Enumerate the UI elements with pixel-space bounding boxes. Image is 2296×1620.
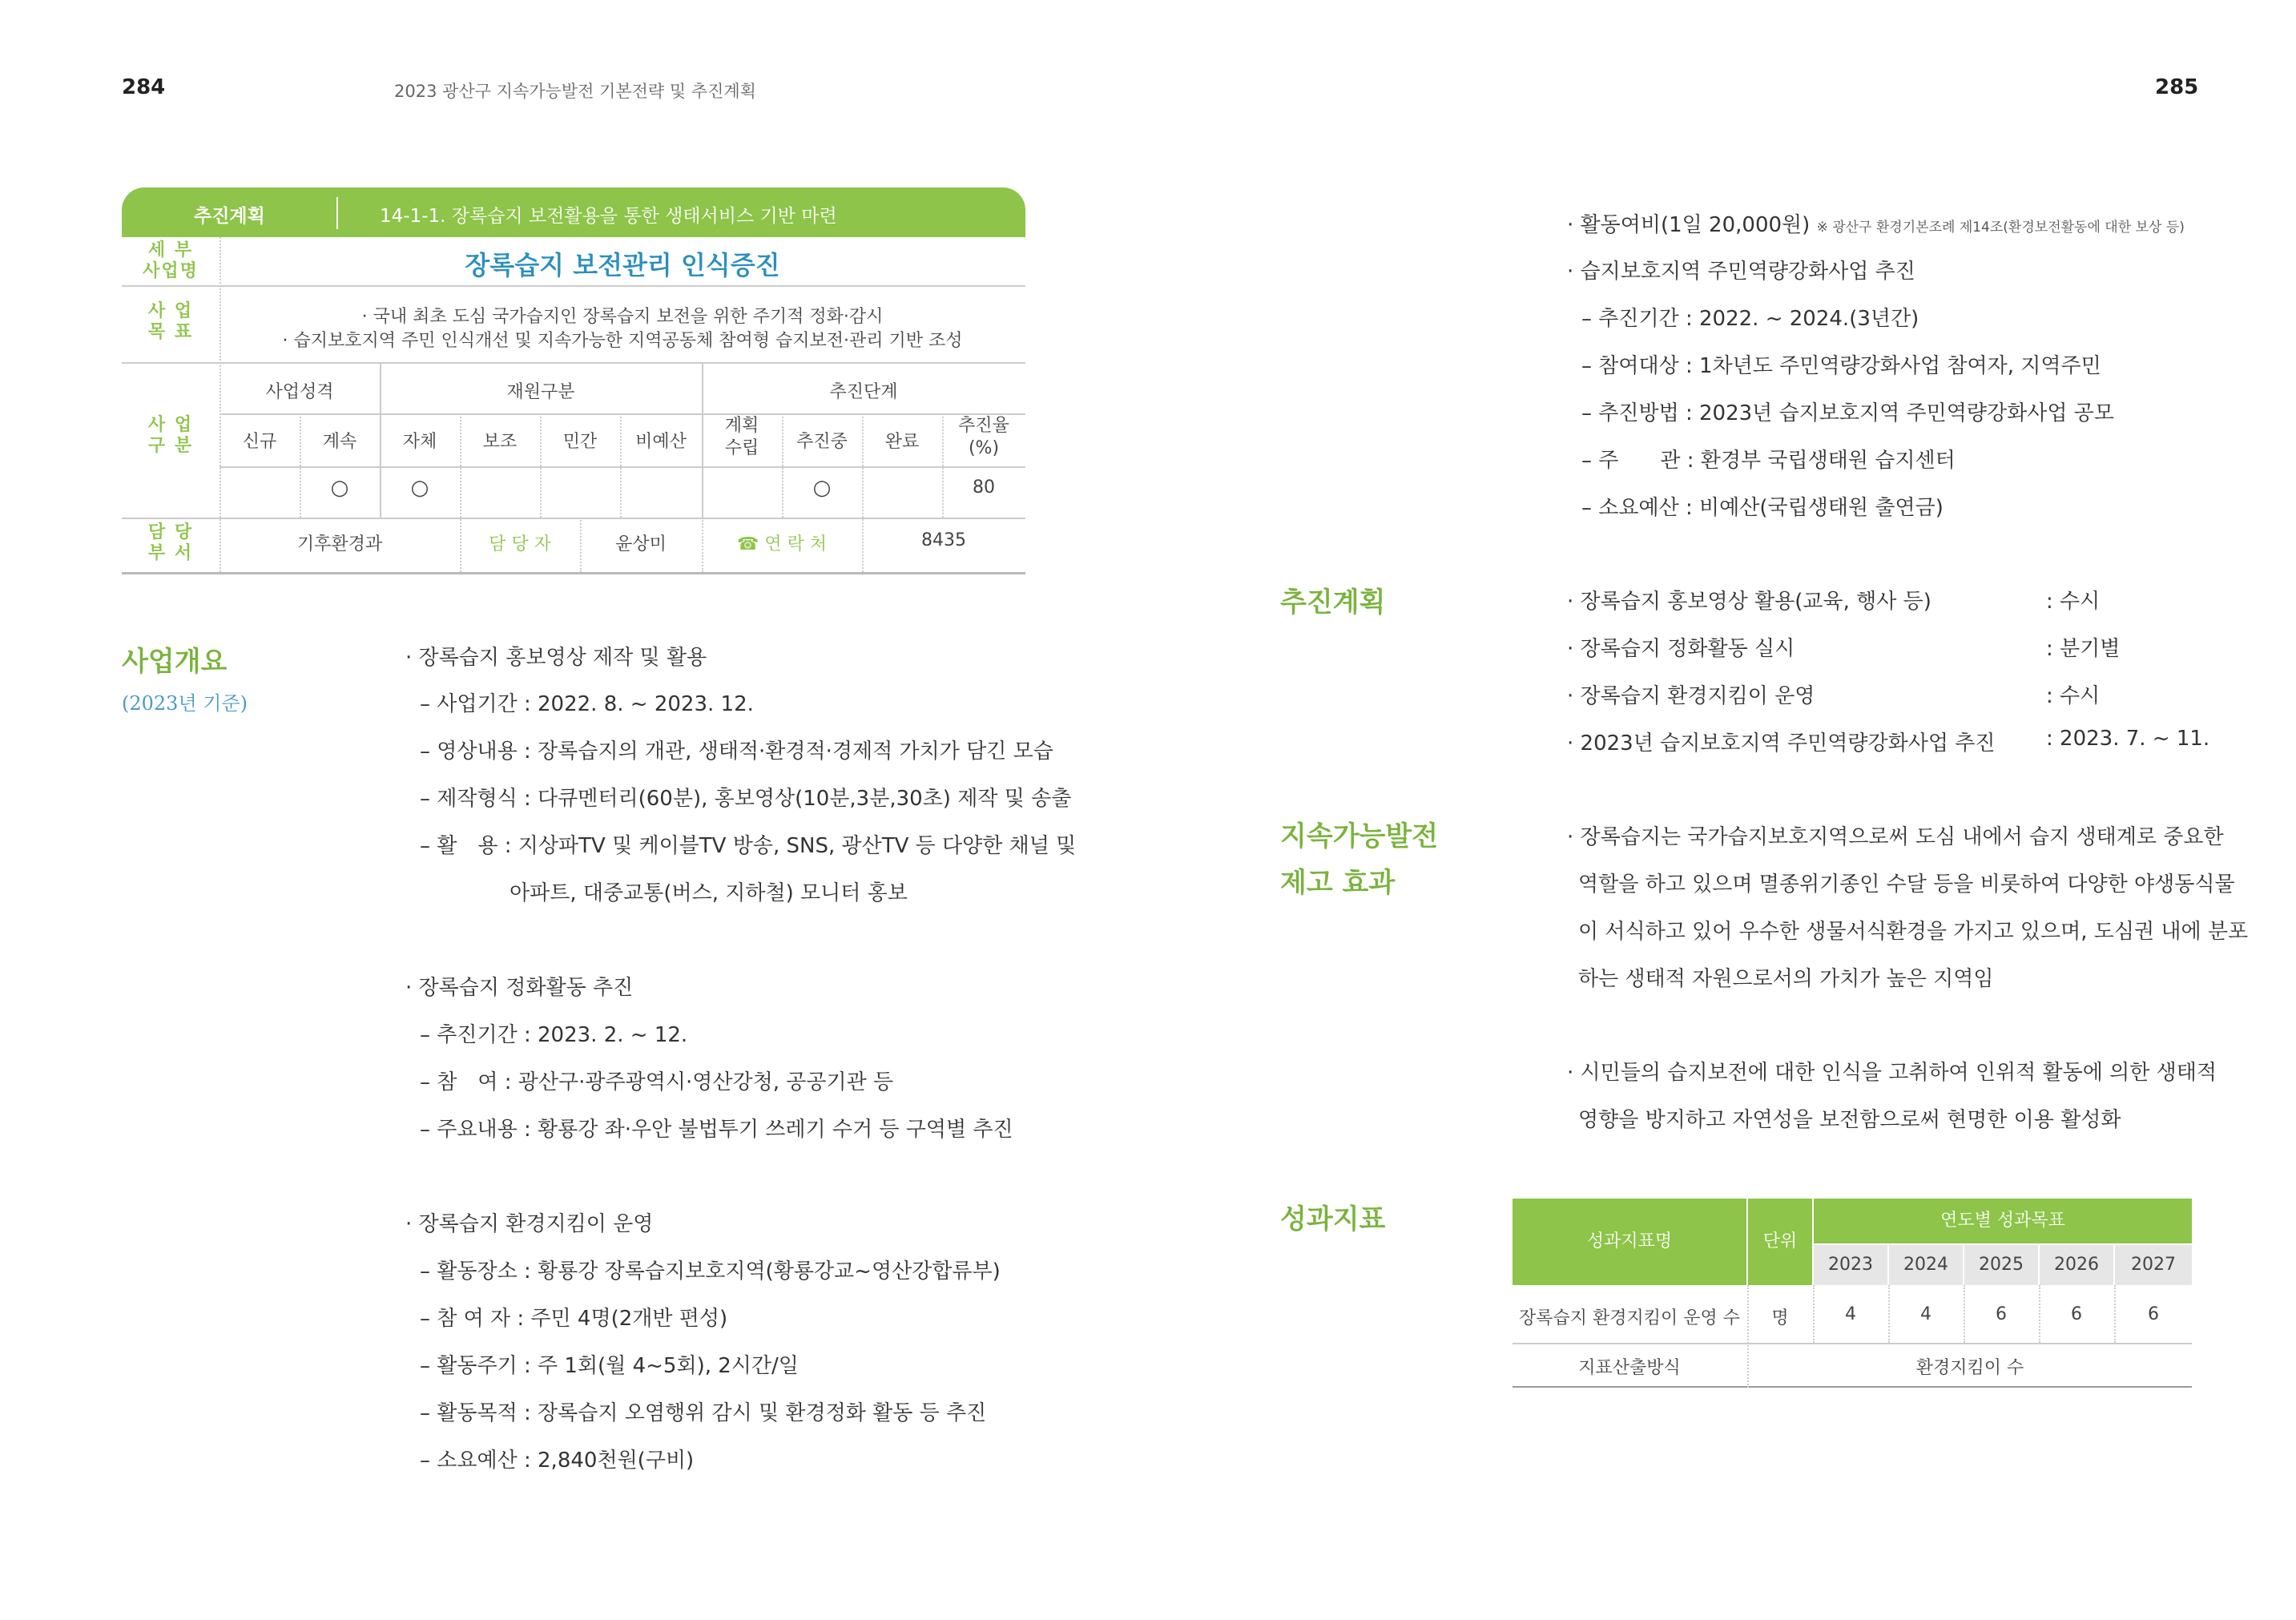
effect-line: 이 서식하고 있어 우수한 생물서식환경을 가지고 있으며, 도심권 내에 분포: [1578, 920, 2249, 944]
detail-label-line2: 사업명: [143, 261, 199, 281]
plan-value: 14-1-1. 장록습지 보전활용을 통한 생태서비스 기반 마련: [380, 206, 837, 227]
kpi-row-value: 6: [2148, 1304, 2159, 1324]
effect-title-line2: 제고 효과: [1280, 867, 1396, 899]
category-label: [122, 415, 220, 457]
kpi-year: 2026: [2040, 1245, 2113, 1285]
plan-item-when: : 분기별: [2046, 637, 2121, 661]
plan-title: 추진계획: [1280, 586, 1386, 619]
col-in-progress: 추진중: [796, 432, 848, 452]
col-private: 민간: [562, 432, 598, 452]
kpi-row-value: 6: [1996, 1304, 2007, 1324]
person-label: 담 당 자: [489, 534, 551, 554]
kpi-row-value: 4: [1920, 1304, 1931, 1324]
dept-value: 기후환경과: [296, 534, 383, 554]
table-bottom: [122, 572, 1025, 574]
goal-line-2: · 습지보호지역 주민 인식개선 및 지속가능한 지역공동체 참여형 습지보전·관리 기반 조성: [282, 331, 963, 351]
effect-line: 하는 생태적 자원으로서의 가치가 높은 지역임: [1578, 967, 1994, 991]
group-header-nature: 사업성격: [265, 382, 334, 402]
overview-line: – 활동주기 : 주 1회(월 4~5회), 2시간/일: [420, 1354, 799, 1378]
right-line: – 추진기간 : 2022. ~ 2024.(3년간): [1581, 307, 1919, 331]
col-divider: [862, 413, 864, 572]
col-subsidy: 보조: [482, 432, 518, 452]
header-divider: [220, 466, 1025, 468]
col-divider: [702, 518, 703, 572]
overview-line: – 소요예산 : 2,840천원(구비): [420, 1449, 695, 1473]
effect-line: 역할을 하고 있으며 멸종위기종인 수달 등을 비롯하여 다양한 야생동식물: [1578, 872, 2235, 897]
mark-in-progress: ○: [812, 476, 832, 500]
kpi-row-value: 4: [1845, 1304, 1856, 1324]
kpi-year: 2024: [1889, 1245, 1963, 1285]
overview-subtitle: (2023년 기준): [122, 692, 248, 715]
kpi-method-label: 지표산출방식: [1578, 1358, 1681, 1378]
kpi-col-divider: [1964, 1285, 1965, 1343]
kpi-year: 2027: [2115, 1245, 2192, 1285]
group-divider-v: [380, 362, 381, 518]
col-divider: [540, 413, 542, 518]
plan-item: · 장록습지 홍보영상 활용(교육, 행사 등): [1567, 590, 1931, 614]
col-planning-line2: 수립: [724, 438, 759, 458]
kpi-table: [1513, 1199, 2192, 1388]
overview-line: – 추진기간 : 2023. 2. ~ 12.: [420, 1023, 688, 1047]
label-column-divider: [220, 237, 221, 572]
right-line: – 추진방법 : 2023년 습지보호지역 주민역량강화사업 공모: [1581, 401, 2114, 425]
col-divider: [460, 413, 461, 572]
right-line: · 습지보호지역 주민역량강화사업 추진: [1567, 260, 1915, 284]
mark-self: ○: [410, 476, 429, 500]
kpi-col-unit: 단위: [1748, 1199, 1812, 1285]
overview-line: – 활동장소 : 황룡강 장록습지보호지역(황룡강교~영산강합류부): [420, 1259, 1001, 1284]
col-complete: 완료: [884, 432, 920, 452]
col-nonbudget: 비예산: [635, 432, 687, 452]
kpi-year: 2025: [1964, 1245, 2038, 1285]
dept-label-line2: 부 서: [147, 543, 194, 563]
goal-label-line2: 목 표: [147, 322, 194, 342]
overview-line: – 주요내용 : 황룡강 좌·우안 불법투기 쓰레기 수거 등 구역별 추진: [420, 1118, 1013, 1142]
detail-label: [122, 240, 220, 282]
page-number-left: 284: [122, 75, 166, 99]
col-divider: [942, 413, 944, 518]
col-self: 자체: [402, 432, 437, 452]
col-continue: 계속: [322, 432, 357, 452]
plan-item: · 장록습지 정화활동 실시: [1567, 637, 1795, 661]
plan-item-when: : 수시: [2046, 684, 2101, 708]
col-rate: [942, 415, 1025, 460]
group-header-stage: 추진단계: [829, 382, 898, 402]
kpi-bottom: [1513, 1386, 2192, 1388]
overview-line: – 제작형식 : 다큐멘터리(60분), 홍보영상(10분,3분,30초) 제작 및 송출: [420, 787, 1072, 811]
col-planning-line1: 계획: [724, 416, 759, 436]
detail-value: 장록습지 보전관리 인식증진: [465, 250, 780, 280]
dept-label: [122, 522, 220, 564]
group-header-funding: 재원구분: [506, 382, 575, 402]
page-number-right: 285: [2155, 75, 2199, 99]
overview-line: – 영상내용 : 장록습지의 개관, 생태적·환경적·경제적 가치가 담긴 모습: [420, 739, 1053, 764]
dept-label-line1: 담 당: [147, 522, 194, 542]
plan-header-divider: [336, 197, 338, 229]
kpi-method-value: 환경지킴이 수: [1915, 1358, 2024, 1378]
kpi-col-divider: [2114, 1285, 2116, 1343]
right-line-0: [1567, 208, 2185, 238]
kpi-year: 2023: [1814, 1245, 1887, 1285]
plan-item-when: : 2023. 7. ~ 11.: [2046, 727, 2210, 751]
right-line: – 소요예산 : 비예산(국립생태원 출연금): [1581, 496, 1944, 520]
effect-title-line1: 지속가능발전: [1280, 820, 1439, 852]
plan-item-when: : 수시: [2046, 590, 2101, 614]
overview-line: – 사업기간 : 2022. 8. ~ 2023. 12.: [420, 692, 754, 716]
kpi-col-divider: [2039, 1285, 2040, 1343]
kpi-col-divider: [1813, 1285, 1815, 1343]
row-divider: [122, 285, 1025, 287]
kpi-title: 성과지표: [1280, 1203, 1386, 1235]
person-value: 윤상미: [615, 534, 667, 554]
kpi-row-divider: [1513, 1343, 2192, 1344]
col-divider: [580, 518, 582, 572]
mark-continue: ○: [330, 476, 349, 500]
col-divider: [782, 413, 783, 518]
right-line: – 참여대상 : 1차년도 주민역량강화사업 참여자, 지역주민: [1581, 354, 2101, 378]
overview-line: – 활 용 : 지상파TV 및 케이블TV 방송, SNS, 광산TV 등 다양한 채널 및: [420, 834, 1077, 858]
col-planning: [702, 415, 782, 460]
plan-item: · 2023년 습지보호지역 주민역량강화사업 추진: [1567, 731, 1996, 756]
kpi-row-value: 6: [2071, 1304, 2082, 1324]
plan-item: · 장록습지 환경지킴이 운영: [1567, 684, 1815, 708]
col-divider: [300, 413, 301, 518]
overview-line: · 장록습지 홍보영상 제작 및 활용: [405, 646, 707, 670]
overview-line: · 장록습지 환경지킴이 운영: [405, 1212, 654, 1236]
overview-line: – 참 여 : 광산구·광주광역시·영산강청, 공공기관 등: [420, 1070, 894, 1094]
goal-label: [122, 301, 220, 343]
effect-line: · 장록습지는 국가습지보호지역으로써 도심 내에서 습지 생태계로 중요한: [1567, 825, 2224, 849]
overview-line: – 참 여 자 : 주민 4명(2개반 편성): [420, 1307, 728, 1331]
col-rate-line2: (%): [968, 438, 1000, 458]
overview-line: 아파트, 대중교통(버스, 지하철) 모니터 홍보: [510, 881, 908, 905]
effect-line: 영향을 방지하고 자연성을 보전함으로써 현명한 이용 활성화: [1578, 1108, 2121, 1132]
col-rate-line1: 추진율: [958, 416, 1009, 436]
row-divider: [122, 362, 1025, 364]
effect-line: · 시민들의 습지보전에 대한 인식을 고취하여 인위적 활동에 의한 생태적: [1567, 1061, 2217, 1085]
goal-line-1: · 국내 최초 도심 국가습지인 장록습지 보전을 위한 주기적 정화·감시: [361, 307, 884, 327]
kpi-col-years: 연도별 성과목표: [1814, 1199, 2192, 1243]
contact-value: 8435: [921, 530, 966, 550]
overview-line: – 활동목적 : 장록습지 오염행위 감시 및 환경정화 활동 등 추진: [420, 1401, 987, 1425]
kpi-col-divider: [1888, 1285, 1890, 1343]
overview-line: · 장록습지 정화활동 추진: [405, 976, 634, 1000]
kpi-row-name: 장록습지 환경지킴이 운영 수: [1518, 1308, 1740, 1328]
goal-label-line1: 사 업: [147, 301, 194, 321]
row-divider: [122, 518, 1025, 519]
running-title: 2023 광산구 지속가능발전 기본전략 및 추진계획: [394, 82, 756, 101]
col-new: 신규: [242, 432, 277, 452]
kpi-col-name: 성과지표명: [1513, 1199, 1746, 1285]
project-info-table: [122, 187, 1025, 575]
mark-rate: 80: [973, 478, 995, 498]
category-label-line1: 사 업: [147, 415, 194, 435]
group-divider-v: [702, 362, 703, 518]
right-line-0-main: · 활동여비(1일 20,000원): [1567, 213, 1811, 237]
detail-label-line1: 세 부: [147, 240, 194, 260]
contact-label: ☎ 연 락 처: [736, 534, 828, 554]
overview-title: 사업개요: [122, 646, 228, 678]
group-divider: [220, 413, 1025, 415]
plan-label: 추진계획: [194, 206, 265, 227]
col-divider: [620, 413, 622, 518]
right-line: – 주 관 : 환경부 국립생태원 습지센터: [1581, 449, 1956, 473]
kpi-row-unit: 명: [1771, 1308, 1789, 1328]
right-line-0-note: ※ 광산구 환경기본조례 제14조(환경보전활동에 대한 보상 등): [1816, 220, 2185, 236]
category-label-line2: 구 분: [147, 436, 194, 456]
kpi-col-divider: [1747, 1285, 1749, 1388]
plan-header-bar: [122, 187, 1025, 237]
